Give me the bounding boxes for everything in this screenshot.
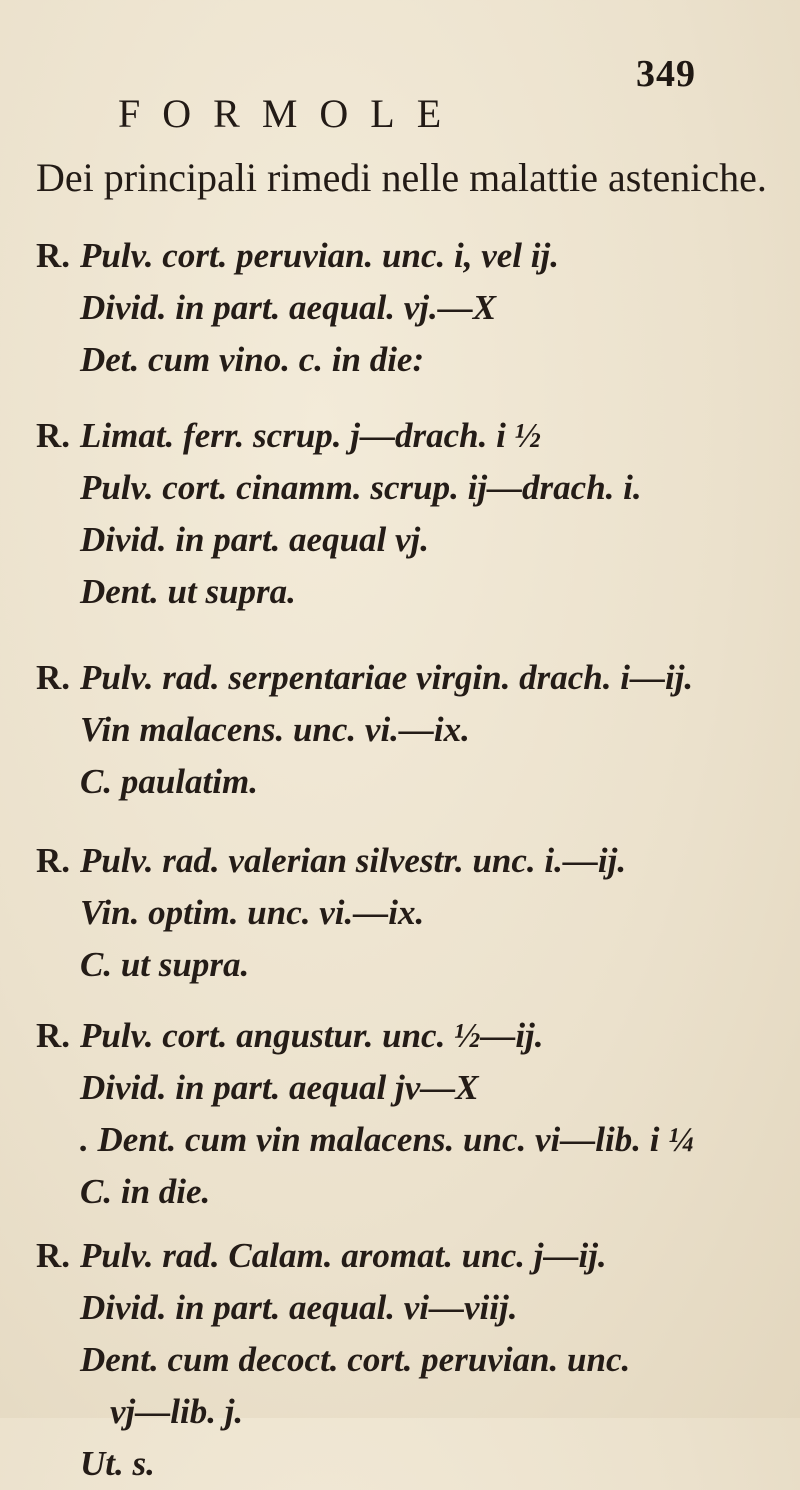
recipe-line: Vin. optim. unc. vi.—ix. — [80, 893, 425, 932]
recipe-line — [36, 835, 796, 887]
recipe-line-text: Pulv. cort. angustur. unc. ½—ij. — [80, 1016, 544, 1055]
recipe-symbol: R. — [36, 416, 71, 455]
recipe-line: . Dent. cum vin malacens. unc. vi—lib. i ¼ — [80, 1120, 695, 1159]
recipe-3 — [36, 652, 796, 808]
recipe-line: C. ut supra. — [80, 945, 250, 984]
recipe-line-text: Pulv. rad. valerian silvestr. unc. i.—ij. — [80, 841, 627, 880]
recipe-line: Divid. in part. aequal. vi—viij. — [80, 1288, 518, 1327]
recipe-line: vj—lib. j. — [110, 1392, 244, 1431]
recipe-line: Det. cum vino. c. in die: — [80, 340, 425, 379]
recipe-4 — [36, 835, 796, 991]
page-number: 349 — [636, 53, 696, 95]
recipe-line — [36, 1010, 796, 1062]
recipe-line: Dent. cum decoct. cort. peruvian. unc. — [80, 1340, 631, 1379]
recipe-line: Divid. in part. aequal vj. — [80, 520, 430, 559]
recipe-line — [36, 652, 796, 704]
recipe-line-text: Pulv. rad. serpentariae virgin. drach. i—ij. — [80, 658, 694, 697]
recipe-line-text: Limat. ferr. scrup. j—drach. i ½ — [80, 416, 541, 455]
recipe-line-text: Pulv. rad. Calam. aromat. unc. j—ij. — [80, 1236, 607, 1275]
section-heading: Dei principali rimedi nelle malattie asteniche. — [36, 155, 767, 200]
recipe-line-text: Pulv. cort. peruvian. unc. i, vel ij. — [80, 236, 559, 275]
recipe-line: Dent. ut supra. — [80, 572, 296, 611]
recipe-symbol: R. — [36, 236, 71, 275]
recipe-line: Ut. s. — [80, 1444, 155, 1483]
recipe-line — [36, 1230, 796, 1282]
recipe-6 — [36, 1230, 796, 1490]
recipe-line — [36, 410, 796, 462]
recipe-1 — [36, 230, 796, 386]
recipe-line: Vin malacens. unc. vi.—ix. — [80, 710, 470, 749]
page-title: FORMOLE — [118, 91, 464, 136]
recipe-symbol: R. — [36, 1016, 71, 1055]
recipe-symbol: R. — [36, 1236, 71, 1275]
recipe-symbol: R. — [36, 658, 71, 697]
recipe-symbol: R. — [36, 841, 71, 880]
recipe-line: Divid. in part. aequal jv—X — [80, 1068, 479, 1107]
recipe-line: Divid. in part. aequal. vj.—X — [80, 288, 497, 327]
recipe-5 — [36, 1010, 796, 1218]
recipe-line: Pulv. cort. cinamm. scrup. ij—drach. i. — [80, 468, 642, 507]
recipe-2 — [36, 410, 796, 618]
recipe-line: C. paulatim. — [80, 762, 258, 801]
recipe-line: C. in die. — [80, 1172, 211, 1211]
recipe-line — [36, 230, 796, 282]
